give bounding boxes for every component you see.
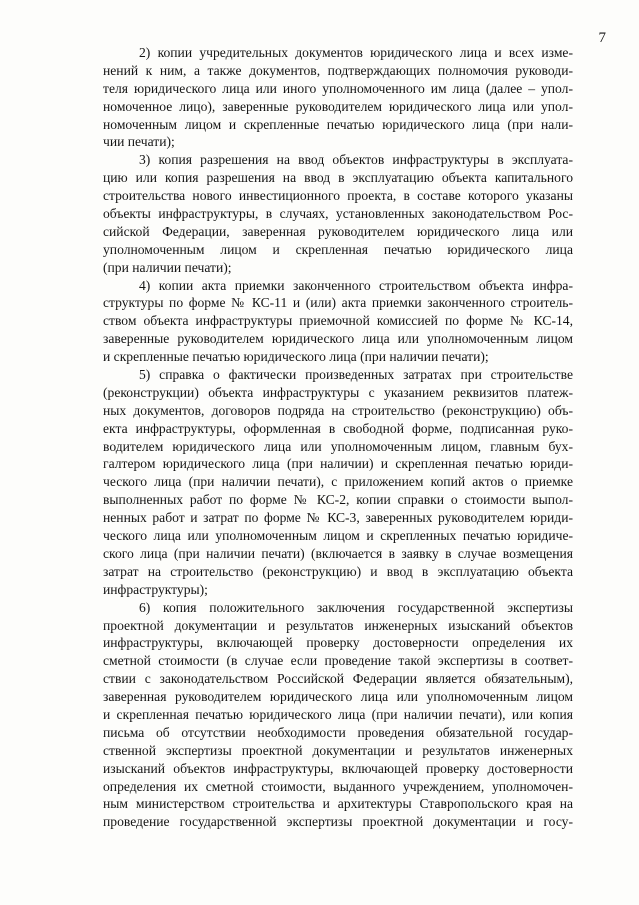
text-line: проектной документации и результатов инженерных изысканий объектов: [103, 617, 573, 633]
text-line: структуры по форме № КС-11 и (или) акта приемки законченного строитель-: [103, 295, 573, 311]
text-line: ческого лица (при наличии печати), с приложением копий актов о приемке: [103, 474, 573, 490]
text-line: ных документов, договоров подряда на строительство (реконструкцию) объ-: [103, 402, 573, 418]
text-line: определения их сметной стоимости, выданного учреждением, уполномочен-: [103, 778, 573, 794]
document-body: [103, 44, 573, 831]
text-line: галтером юридического лица (при наличии) и скрепленная печатью юриди-: [103, 456, 573, 472]
text-line: 6) копия положительного заключения государственной экспертизы: [139, 599, 573, 615]
text-line: екта инфраструктуры, оформленная в свободной форме, подписанная руко-: [103, 420, 573, 436]
text-line: (при наличии печати);: [103, 259, 232, 275]
text-line: ского лица (при наличии печати) (включается в заявку в случае возмещения: [103, 545, 573, 561]
text-line: чии печати);: [103, 134, 175, 150]
paragraph: [103, 366, 573, 599]
text-line: 5) справка о фактически произведенных затратах при строительстве: [139, 367, 573, 383]
text-line: номоченное лицо), заверенные руководителем юридического лица или упол-: [103, 98, 573, 114]
text-line: объекты инфраструктуры, в случаях, установленных законодательством Рос-: [103, 206, 573, 222]
text-line: цию или копия разрешения на ввод в эксплуатацию объекта капитального: [103, 170, 573, 186]
text-line: изысканий объектов инфраструктуры, включающей проверку достоверности: [103, 760, 573, 776]
text-line: ческого лица или уполномоченным лицом и скрепленных печатью юридиче-: [103, 528, 573, 544]
text-line: 2) копии учредительных документов юридического лица и всех изме-: [139, 45, 573, 60]
text-line: номоченным лицом и скрепленные печатью юридического лица (при нали-: [103, 116, 573, 132]
text-line: инфраструктуры, включающей проверку достоверности определения их: [103, 635, 573, 651]
paragraph: [103, 44, 573, 151]
text-line: 3) копия разрешения на ввод объектов инфраструктуры в эксплуата-: [139, 152, 573, 168]
text-line: и скрепленные печатью юридического лица (при наличии печати);: [103, 349, 489, 365]
text-line: сметной стоимости (в случае если проведение такой экспертизы в соответ-: [103, 653, 573, 669]
text-line: водителем юридического лица или уполномоченным лицом, главным бух-: [103, 438, 573, 454]
page-number: 7: [598, 30, 606, 46]
text-line: проведение государственной экспертизы проектной документации и госу-: [103, 814, 573, 830]
text-line: ствии с законодательством Российской Федерации является обязательным),: [103, 671, 573, 687]
text-line: ным министерством строительства и архитектуры Ставропольского края на: [103, 796, 573, 812]
text-line: заверенная руководителем юридического лица или уполномоченным лицом: [103, 689, 573, 705]
text-line: затрат на строительство (реконструкцию) и ввод в эксплуатацию объекта: [103, 563, 573, 579]
text-line: и скрепленная печатью юридического лица (при наличии печати), или копия: [103, 706, 573, 722]
text-line: ненных работ и затрат по форме № КС-3, заверенных руководителем юриди-: [103, 510, 573, 526]
text-line: ственной экспертизы проектной документации и результатов инженерных: [103, 742, 573, 758]
paragraph: [103, 277, 573, 366]
text-line: ством объекта инфраструктуры приемочной комиссией по форме № КС-14,: [103, 313, 573, 329]
text-line: письма об отсутствии необходимости проведения обязательной государ-: [103, 724, 573, 740]
text-line: уполномоченным лицом и скрепленная печатью юридического лица: [103, 241, 573, 257]
text-line: (реконструкции) объекта инфраструктуры с указанием реквизитов платеж-: [103, 384, 573, 400]
text-line: строительства нового инвестиционного проекта, в составе которого указаны: [103, 188, 573, 204]
text-line: заверенные руководителем юридического лица или уполномоченным лицом: [103, 331, 573, 347]
text-line: 4) копии акта приемки законченного строительством объекта инфра-: [139, 277, 573, 293]
paragraph: [103, 599, 573, 832]
text-line: нений к ним, а также документов, подтверждающих полномочия руководи-: [103, 62, 573, 78]
text-line: теля юридического лица или иного уполномоченного им лица (далее – упол-: [103, 80, 573, 96]
text-line: инфраструктуры);: [103, 581, 208, 597]
text-line: сийской Федерации, заверенная руководителем юридического лица или: [103, 223, 573, 239]
paragraph: [103, 151, 573, 276]
text-line: выполненных работ по форме № КС-2, копии справки о стоимости выпол-: [103, 492, 573, 508]
